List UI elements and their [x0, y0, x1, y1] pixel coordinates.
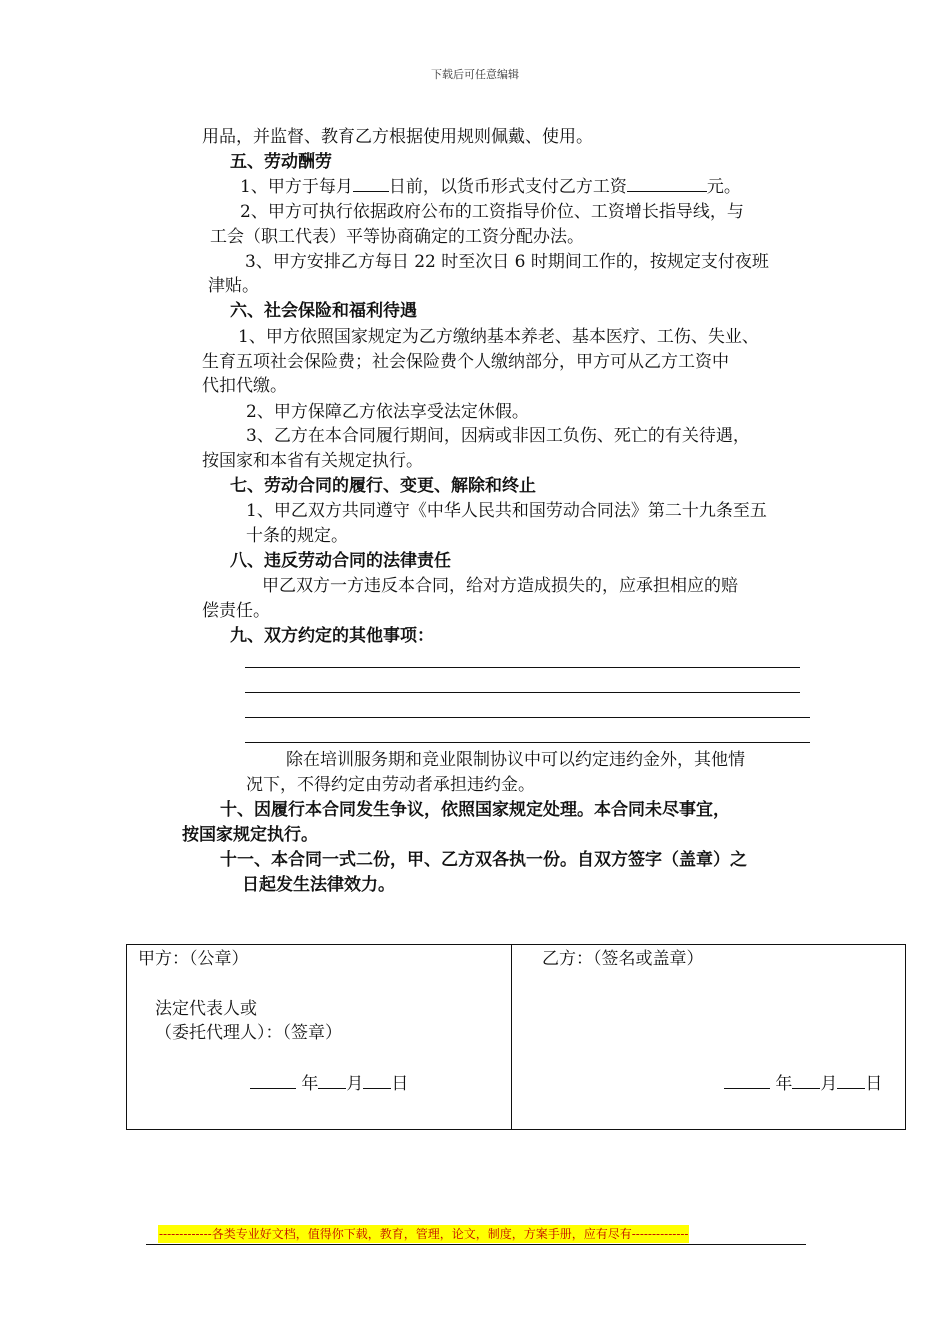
party-a-date — [250, 1073, 408, 1095]
year-blank[interactable] — [250, 1073, 296, 1089]
text-line: 按国家和本省有关规定执行。 — [202, 451, 423, 471]
text-line: 十条的规定。 — [246, 526, 348, 546]
month-label: 月 — [346, 1074, 364, 1094]
text-line: 1、甲方依照国家规定为乙方缴纳基本养老、基本医疗、工伤、失业、 — [238, 327, 759, 347]
text-line — [240, 176, 741, 198]
section-8-heading: 八、违反劳动合同的法律责任 — [230, 551, 451, 571]
section-6-heading: 六、社会保险和福利待遇 — [230, 301, 417, 321]
signature-table-divider — [511, 944, 512, 1130]
section-9-heading: 九、双方约定的其他事项： — [230, 626, 434, 646]
party-b-label: 乙方：（签名或盖章） — [542, 949, 704, 969]
section-11-text: 十一、本合同一式二份，甲、乙方双各执一份。自双方签字（盖章）之 — [220, 850, 747, 870]
year-label: 年 — [301, 1074, 319, 1094]
text-line: 津贴。 — [208, 276, 259, 296]
footer-banner: -------------各类专业好文档，值得你下载，教育，管理，论文，制度，方案手册，应有尽有-------------- — [159, 1227, 689, 1241]
text-line: 代扣代缴。 — [202, 376, 287, 396]
footer-rule — [146, 1244, 806, 1245]
year-blank[interactable] — [724, 1073, 770, 1089]
text-line: 生育五项社会保险费；社会保险费个人缴纳部分，甲方可从乙方工资中 — [202, 352, 729, 372]
party-a-label: 甲方：（公章） — [138, 949, 249, 969]
text-line: 偿责任。 — [202, 601, 270, 621]
text-line: 2、甲方保障乙方依法享受法定休假。 — [246, 402, 529, 422]
party-b-date — [724, 1073, 882, 1095]
text-line: 用品，并监督、教育乙方根据使用规则佩戴、使用。 — [202, 127, 593, 147]
fill-line[interactable] — [245, 692, 800, 693]
section-5-heading: 五、劳动酬劳 — [230, 152, 332, 172]
text-line: 2、甲方可执行依据政府公布的工资指导价位、工资增长指导线，与 — [240, 202, 744, 222]
day-blank[interactable] — [837, 1073, 865, 1089]
text-line: 甲乙双方一方违反本合同，给对方造成损失的，应承担相应的赔 — [262, 576, 738, 596]
fill-blank[interactable] — [353, 176, 389, 192]
day-blank[interactable] — [363, 1073, 391, 1089]
fill-blank[interactable] — [627, 176, 707, 192]
section-11-text: 日起发生法律效力。 — [242, 875, 395, 895]
legal-representative-label: 法定代表人或 — [155, 999, 257, 1019]
text-line: 工会（职工代表）平等协商确定的工资分配办法。 — [210, 227, 584, 247]
month-blank[interactable] — [318, 1073, 346, 1089]
fill-line[interactable] — [245, 742, 810, 743]
text-fragment: 日前，以货币形式支付乙方工资 — [388, 177, 627, 197]
section-10-text: 按国家规定执行。 — [182, 825, 318, 845]
section-10-text: 十、因履行本合同发生争议，依照国家规定处理。本合同未尽事宜， — [220, 800, 730, 820]
text-line: 除在培训服务期和竞业限制协议中可以约定违约金外，其他情 — [286, 750, 745, 770]
month-label: 月 — [820, 1074, 838, 1094]
text-fragment: 元。 — [706, 177, 741, 197]
day-label: 日 — [391, 1074, 409, 1094]
year-label: 年 — [775, 1074, 793, 1094]
page-header-note: 下载后可任意编辑 — [431, 68, 519, 81]
text-line: 1、甲乙双方共同遵守《中华人民共和国劳动合同法》第二十九条至五 — [246, 501, 767, 521]
text-line: 况下，不得约定由劳动者承担违约金。 — [246, 775, 535, 795]
day-label: 日 — [865, 1074, 883, 1094]
section-7-heading: 七、劳动合同的履行、变更、解除和终止 — [230, 476, 536, 496]
fill-line[interactable] — [245, 667, 800, 668]
fill-line[interactable] — [245, 717, 810, 718]
text-line: 3、甲方安排乙方每日 22 时至次日 6 时期间工作的，按规定支付夜班 — [245, 252, 769, 272]
text-fragment: 1、甲方于每月 — [240, 177, 353, 197]
month-blank[interactable] — [792, 1073, 820, 1089]
agent-label: （委托代理人）：（签章） — [155, 1023, 342, 1043]
text-line: 3、乙方在本合同履行期间，因病或非因工负伤、死亡的有关待遇， — [246, 426, 750, 446]
